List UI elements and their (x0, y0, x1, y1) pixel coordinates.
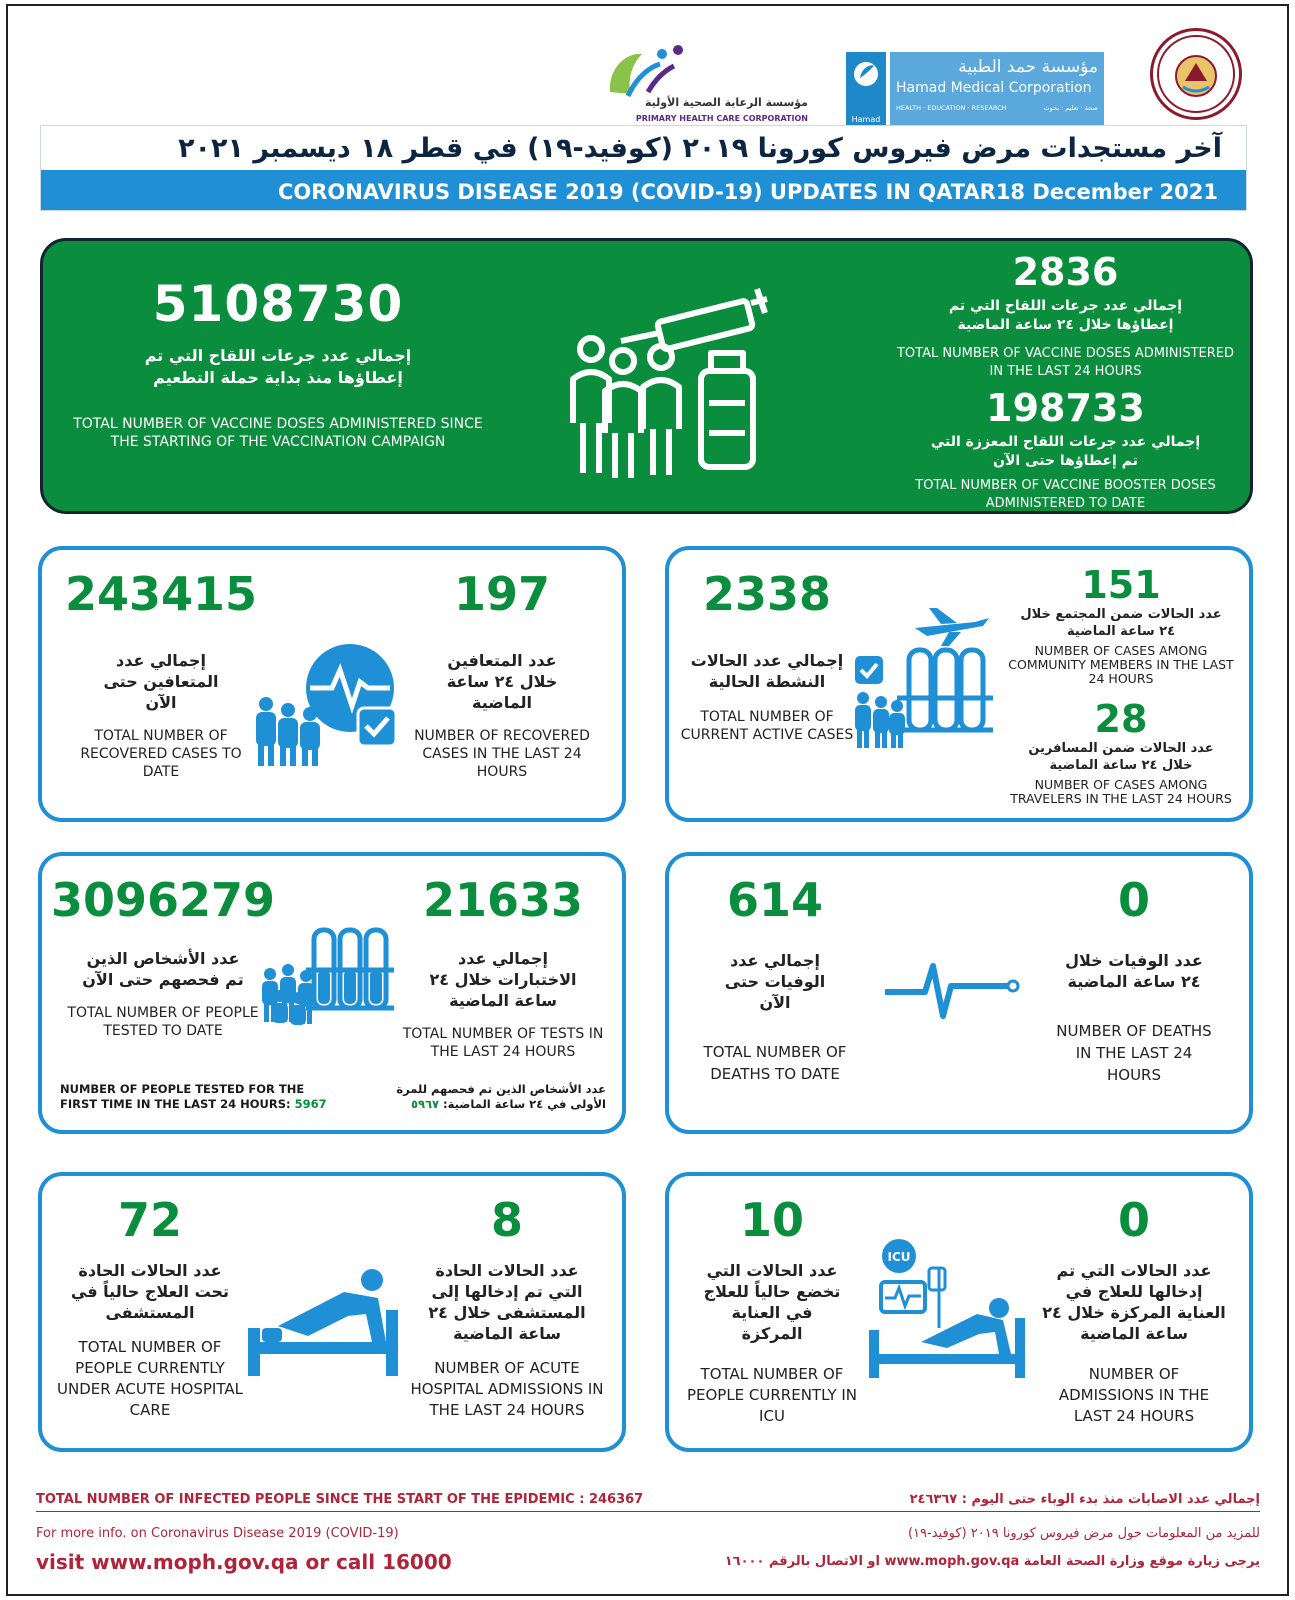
vaccine-total-stat (63, 275, 493, 451)
hmc-tag-ar: صحة · تعليم · بحوث (1043, 104, 1098, 112)
icu-last24-label-en: NUMBER OF ADMISSIONS IN THE LAST 24 HOURS (1058, 1365, 1210, 1425)
vaccine-recent-stats (893, 249, 1238, 513)
community-cases-value: 151 (1081, 563, 1161, 607)
deaths-last24-stat (1039, 872, 1229, 1086)
active-total-label-en: TOTAL NUMBER OF CURRENT ACTIVE CASES (680, 709, 854, 743)
visit-link-ar[interactable]: يرجى زيارة موقع وزارة الصحة العامة www.moph.gov.qa او الاتصال بالرقم ١٦٠٠٠ (724, 1554, 1260, 1569)
icu-badge-label: ICU (887, 1250, 911, 1264)
recovered-last24-label-ar: عدد المتعافين خلال ٢٤ ساعة الماضية (446, 651, 558, 712)
airplane-test-tubes-icon (849, 606, 999, 756)
active-cases-card (665, 546, 1253, 822)
recovered-last24-label-en: NUMBER OF RECOVERED CASES IN THE LAST 24 HOURS (414, 728, 590, 780)
hmc-mark (846, 52, 886, 128)
hmc-logo (846, 52, 1106, 130)
phcc-name-en: PRIMARY HEALTH CARE CORPORATION (635, 114, 808, 123)
info-text-en: For more info. on Coronavirus Disease 2019 (COVID-19) (36, 1526, 399, 1541)
recovered-total-value: 243415 (64, 567, 258, 621)
first-time-tested-value-en: 5967 (294, 1097, 327, 1111)
traveler-cases-label-en: NUMBER OF CASES AMONG TRAVELERS IN THE LAST 24 HOURS (1010, 777, 1232, 806)
flatline-icon (883, 952, 1023, 1022)
deaths-last24-label-ar: عدد الوفيات خلال ٢٤ ساعة الماضية (1065, 951, 1203, 991)
icu-total-label-ar: عدد الحالات التي تخضع حالياً للعلاج في العناية المركزة (703, 1261, 841, 1343)
phcc-name-ar: مؤسسة الرعاية الصحية الأولية (645, 96, 808, 109)
deaths-last24-value: 0 (1117, 873, 1150, 927)
acute-total-value: 72 (117, 1193, 182, 1247)
first-time-tested-label-en: NUMBER OF PEOPLE TESTED FOR THE FIRST TIME IN THE LAST 24 HOURS: (60, 1082, 305, 1111)
acute-total-stat (52, 1192, 248, 1421)
first-time-tested-value-ar: ٥٩٦٧ (410, 1097, 440, 1111)
vaccine-last24-label-en: TOTAL NUMBER OF VACCINE DOSES ADMINISTERED IN THE LAST 24 HOURS (896, 346, 1235, 379)
deaths-total-label-en: TOTAL NUMBER OF DEATHS TO DATE (703, 1043, 847, 1083)
active-total-value: 2338 (702, 567, 832, 621)
vaccine-total-value: 5108730 (152, 275, 404, 333)
icu-total-value: 10 (739, 1193, 804, 1247)
tests-last24-stat (398, 872, 608, 1061)
community-cases-label-en: NUMBER OF CASES AMONG COMMUNITY MEMBERS IN THE LAST 24 HOURS (1008, 643, 1234, 686)
first-time-tested-label-ar: عدد الأشخاص الذين تم فحصهم للمرة الأولى في ٢٤ ساعة الماضية: (396, 1082, 606, 1111)
active-total-stat (679, 566, 855, 744)
acute-last24-value: 8 (490, 1193, 523, 1247)
icu-last24-value: 0 (1117, 1193, 1150, 1247)
icu-card (665, 1172, 1253, 1452)
first-time-tested-en (60, 1082, 332, 1112)
tested-people-tubes-icon (258, 924, 396, 1034)
info-row (36, 1526, 1260, 1546)
deaths-last24-label-en: NUMBER OF DEATHS IN THE LAST 24 HOURS (1056, 1022, 1212, 1084)
recovered-total-label-ar: إجمالي عدد المتعافين حتى الآن (103, 651, 219, 712)
icu-last24-label-ar: عدد الحالات التي تم إدخالها للعلاج في العناية المركزة خلال ٢٤ ساعة الماضية (1042, 1261, 1226, 1343)
vaccine-booster-label-ar: إجمالي عدد جرعات اللقاح المعززة التي تم إعطاؤها حتى الآن (930, 434, 1201, 469)
tests-last24-value: 21633 (422, 873, 584, 927)
icu-total-stat (679, 1192, 865, 1427)
recovered-total-label-en: TOTAL NUMBER OF RECOVERED CASES TO DATE (80, 728, 242, 780)
traveler-cases-label-ar: عدد الحالات ضمن المسافرين خلال ٢٤ ساعة الماضية (1028, 741, 1214, 773)
community-cases-stat (999, 564, 1243, 686)
deaths-card (665, 852, 1253, 1134)
recovered-heartbeat-icon (250, 642, 400, 772)
acute-last24-label-ar: عدد الحالات الحادة التي تم إدخالها إلى المستشفى خلال ٢٤ ساعة الماضية (428, 1261, 586, 1343)
acute-last24-label-en: NUMBER OF ACUTE HOSPITAL ADMISSIONS IN THE LAST 24 HOURS (410, 1359, 604, 1419)
hmc-leaf-icon (846, 52, 886, 102)
traveler-cases-value: 28 (1094, 697, 1148, 741)
moph-emblem-icon (1150, 28, 1242, 120)
visit-link-en[interactable]: visit www.moph.gov.qa or call 16000 (36, 1550, 452, 1574)
people-tested-label-ar: عدد الأشخاص الذين تم فحصهم حتى الآن (82, 949, 244, 989)
recovered-last24-value: 197 (453, 567, 551, 621)
active-total-label-ar: إجمالي عدد الحالات النشطة الحالية (690, 651, 844, 691)
icu-bed-monitor-icon (869, 1238, 1029, 1378)
deaths-total-value: 614 (726, 873, 824, 927)
acute-last24-stat (404, 1192, 610, 1421)
people-tested-value: 3096279 (50, 873, 276, 927)
hmc-name-ar: مؤسسة حمد الطبية (958, 57, 1098, 77)
tests-last24-label-en: TOTAL NUMBER OF TESTS IN THE LAST 24 HOURS (402, 1026, 604, 1060)
phcc-logo (598, 34, 808, 129)
recovered-total-stat (56, 566, 266, 781)
acute-total-label-ar: عدد الحالات الحادة تحت العلاج حالياً في المستشفى (70, 1261, 230, 1322)
vaccine-total-label-ar: إجمالي عدد جرعات اللقاح التي تم إعطاؤها منذ بداية حملة التطعيم (144, 346, 412, 387)
logo-bar (0, 20, 1295, 124)
title-banner (40, 125, 1247, 211)
deaths-total-stat (683, 872, 867, 1085)
vaccine-total-label-en: TOTAL NUMBER OF VACCINE DOSES ADMINISTERED SINCE THE STARTING OF THE VACCINATION CAMPAIGN (73, 416, 483, 450)
vaccination-family-icon (561, 283, 781, 483)
recovered-last24-stat (402, 566, 602, 781)
infected-total-row (36, 1490, 1260, 1512)
tests-last24-label-ar: إجمالي عدد الاختبارات خلال ٢٤ ساعة الماضية (429, 949, 577, 1010)
info-text-ar: للمزيد من المعلومات حول مرض فيروس كورونا ٢٠١٩ (كوفيد-١٩) (907, 1526, 1260, 1541)
hmc-name-en: Hamad Medical Corporation (896, 80, 1092, 96)
infected-total-en: TOTAL NUMBER OF INFECTED PEOPLE SINCE THE START OF THE EPIDEMIC : 246367 (36, 1492, 644, 1507)
icu-last24-stat (1031, 1192, 1237, 1427)
tests-card (38, 852, 626, 1134)
traveler-cases-stat (999, 698, 1243, 806)
community-cases-label-ar: عدد الحالات ضمن المجتمع خلال ٢٤ ساعة الماضية (1020, 607, 1222, 639)
people-tested-label-en: TOTAL NUMBER OF PEOPLE TESTED TO DATE (67, 1005, 259, 1039)
icu-total-label-en: TOTAL NUMBER OF PEOPLE CURRENTLY IN ICU (686, 1365, 858, 1425)
deaths-total-label-ar: إجمالي عدد الوفيات حتى الآن (724, 951, 826, 1012)
acute-total-label-en: TOTAL NUMBER OF PEOPLE CURRENTLY UNDER ACUTE HOSPITAL CARE (57, 1338, 243, 1419)
hospital-bed-icon (248, 1266, 398, 1376)
vaccine-last24-label-ar: إجمالي عدد جرعات اللقاح التي تم إعطاؤها خلال ٢٤ ساعة الماضية (948, 298, 1183, 333)
vaccine-last24-value: 2836 (1012, 250, 1119, 294)
first-time-tested-ar (366, 1082, 606, 1112)
vaccine-card (40, 238, 1253, 514)
vaccine-booster-label-en: TOTAL NUMBER OF VACCINE BOOSTER DOSES ADMINISTERED TO DATE (915, 478, 1216, 511)
infected-total-ar: إجمالي عدد الاصابات منذ بدء الوباء حتى اليوم : ٢٤٦٣٦٧ (909, 1492, 1260, 1507)
hmc-tag-en: HEALTH · EDUCATION · RESEARCH (896, 104, 1007, 112)
page-title-ar: آخر مستجدات مرض فيروس كورونا ٢٠١٩ (كوفيد-١٩) في قطر ١٨ ديسمبر ٢٠٢١ (41, 126, 1246, 172)
contact-row (36, 1550, 1260, 1578)
page-title-en: CORONAVIRUS DISEASE 2019 (COVID-19) UPDATES IN QATAR18 December 2021 (277, 180, 1218, 204)
hmc-mark-label: Hamad (851, 115, 881, 124)
recovered-card (38, 546, 626, 822)
vaccine-booster-value: 198733 (986, 386, 1145, 430)
acute-care-card (38, 1172, 626, 1452)
people-tested-stat (46, 872, 280, 1040)
hmc-text-block (890, 52, 1104, 128)
